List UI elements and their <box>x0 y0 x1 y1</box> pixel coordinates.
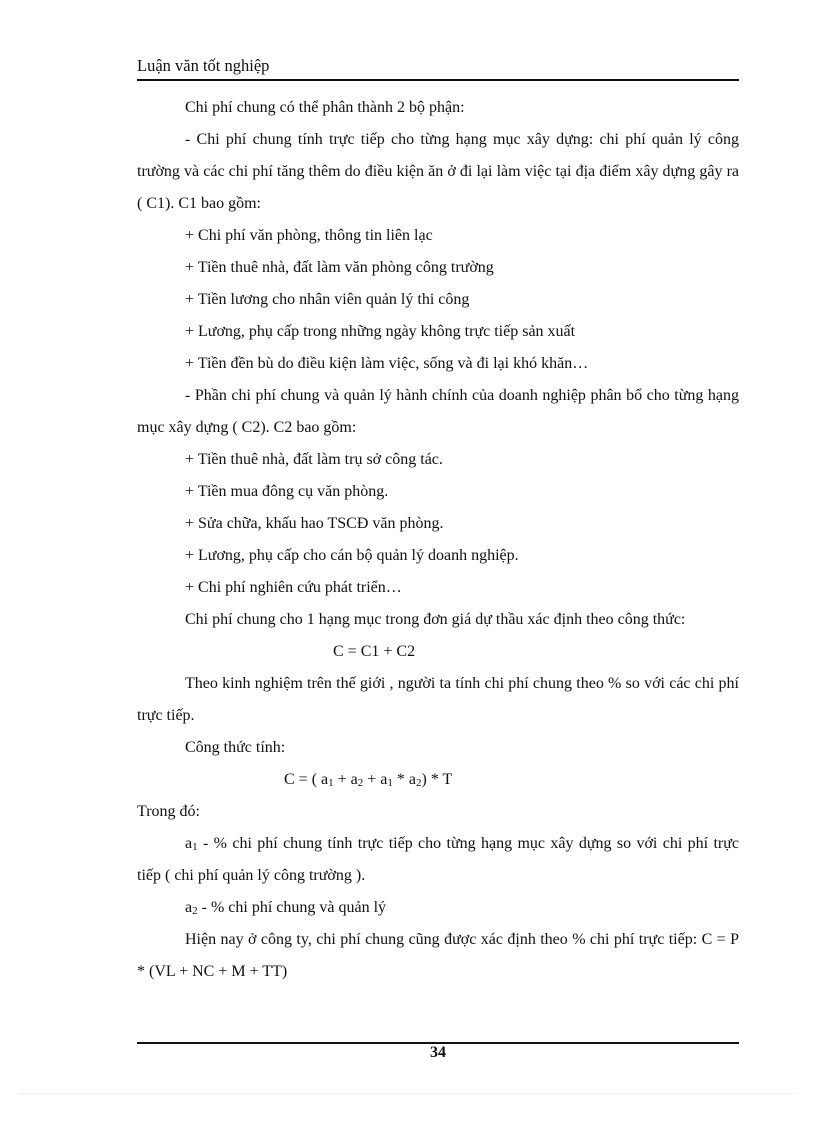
list-item-c2: + Tiền mua đông cụ văn phòng. <box>185 483 389 500</box>
definition-a1: $a_1$ - % chi phí chung tính trực tiếp cho từng hạng mục xây dựng so với chi phí trực tiếp ( chi phí quản lý công trường ). <box>137 835 739 884</box>
list-item-c1: + Tiền thuê nhà, đất làm văn phòng công trường <box>185 259 494 276</box>
list-item-c1: + Chi phí văn phòng, thông tin liên lạc <box>185 227 433 244</box>
list-item-c2: + Lương, phụ cấp cho cán bộ quản lý doanh nghiệp. <box>185 547 519 564</box>
paragraph-formula-intro: Chi phí chung cho 1 hạng mục trong đơn giá dự thầu xác định theo công thức: <box>185 611 686 628</box>
list-item-c2: + Chi phí nghiên cứu phát triển… <box>185 579 402 596</box>
definition-a2: $a_2$ - % chi phí chung và quản lý <box>185 899 387 917</box>
header-rule <box>137 79 739 81</box>
paragraph-formula-label: Công thức tính: <box>185 739 286 756</box>
formula-c-percent: C = ( $a_1 + a_2 + a_1 * a_2) * T$ <box>284 771 453 789</box>
paragraph-c2-definition: - Phần chi phí chung và quản lý hành chính của doanh nghiệp phân bổ cho từng hạng mục xây dựng ( C2). C2 bao gồm: <box>137 387 739 436</box>
bottom-divider <box>20 1093 796 1094</box>
page-body <box>137 92 739 988</box>
paragraph-company-formula: Hiện nay ở công ty, chi phí chung cũng được xác định theo % chi phí trực tiếp: C = P * (VL + NC + M + TT) <box>137 931 739 980</box>
formula-c-sum: C = C1 + C2 <box>333 643 416 660</box>
running-header: Luận văn tốt nghiệp <box>137 56 270 75</box>
paragraph-c1-definition: - Chi phí chung tính trực tiếp cho từng hạng mục xây dựng: chi phí quản lý công trường và các chi phí tăng thêm do điều kiện ăn ở đi lại làm việc tại địa điểm xây dựng gây ra ( C1). C1 bao gồm: <box>137 131 739 212</box>
paragraph-where: Trong đó: <box>137 803 200 820</box>
list-item-c1: + Lương, phụ cấp trong những ngày không trực tiếp sản xuất <box>185 323 576 340</box>
paragraph-intro: Chi phí chung có thể phân thành 2 bộ phận: <box>185 99 465 116</box>
list-item-c2: + Sửa chữa, khấu hao TSCĐ văn phòng. <box>185 515 444 532</box>
list-item-c1: + Tiền đền bù do điều kiện làm việc, sống và đi lại khó khăn… <box>185 355 589 372</box>
list-item-c1: + Tiền lương cho nhân viên quản lý thi công <box>185 291 470 308</box>
paragraph-experience: Theo kinh nghiệm trên thế giới , người ta tính chi phí chung theo % so với các chi phí trực tiếp. <box>137 675 739 724</box>
page-number: 34 <box>430 1044 446 1061</box>
list-item-c2: + Tiền thuê nhà, đất làm trụ sở công tác. <box>185 451 443 468</box>
